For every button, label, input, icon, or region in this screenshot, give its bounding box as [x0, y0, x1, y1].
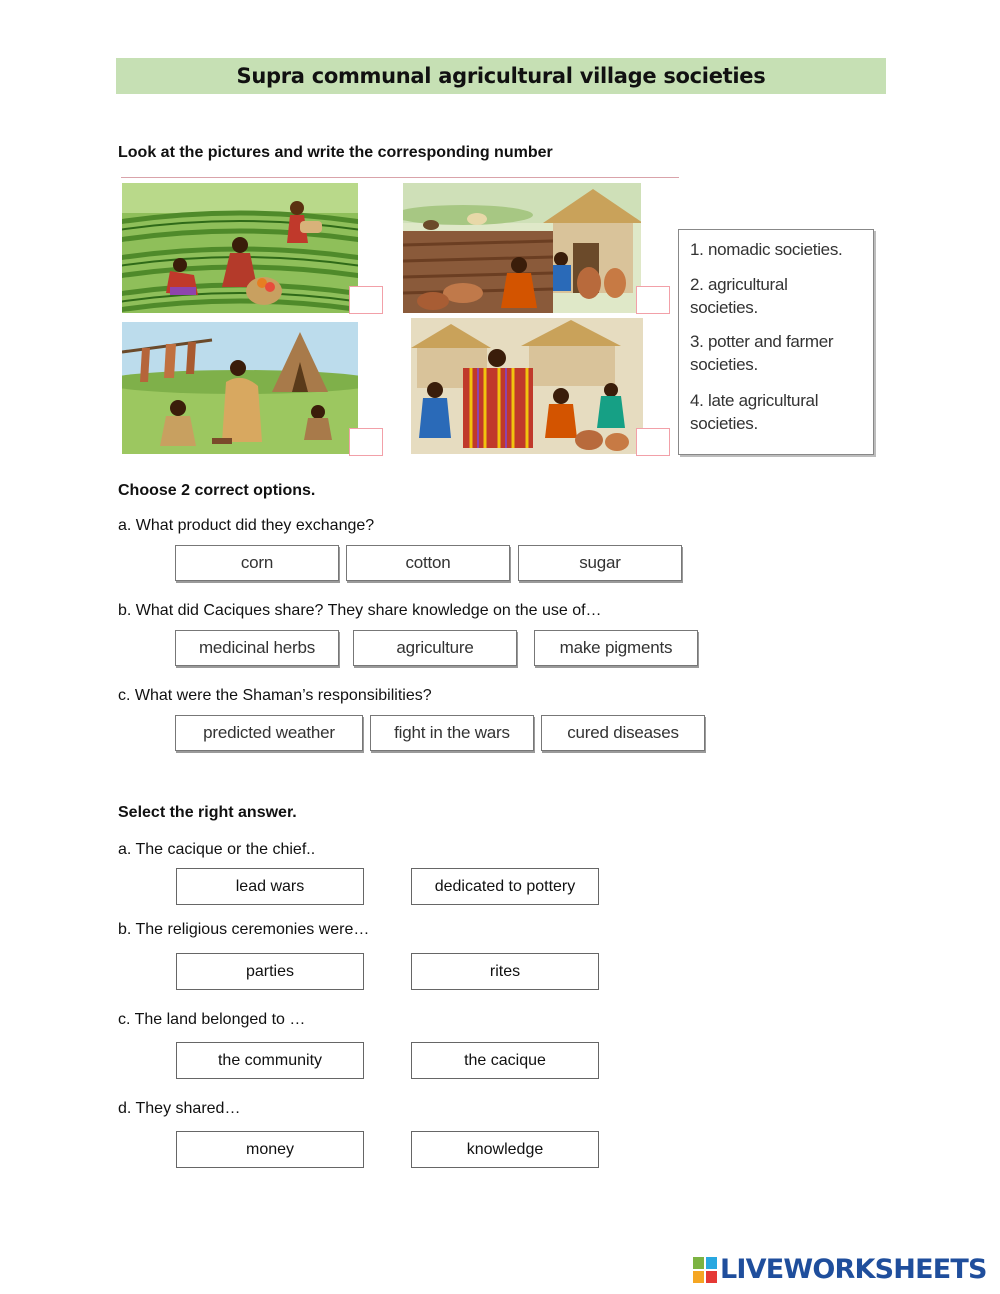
option-lead-wars[interactable]: lead wars	[176, 868, 364, 905]
section3-question-a: a. The cacique or the chief..	[118, 841, 316, 858]
worksheet-title-bar	[116, 58, 886, 94]
liveworksheets-logo	[693, 1254, 987, 1285]
option-the-community[interactable]: the community	[176, 1042, 364, 1079]
section2-question-b: b. What did Caciques share? They share knowledge on the use of…	[118, 602, 602, 619]
option-agriculture[interactable]: agriculture	[353, 630, 517, 666]
section3-question-b: b. The religious ceremonies were…	[118, 921, 370, 938]
legend-item-4: 4. late agricultural societies.	[690, 391, 819, 433]
answer-box-1[interactable]	[349, 286, 383, 314]
option-rites[interactable]: rites	[411, 953, 599, 990]
option-sugar[interactable]: sugar	[518, 545, 682, 581]
liveworksheets-logo-text: LIVEWORKSHEETS	[720, 1254, 987, 1285]
societies-legend-box	[678, 229, 874, 455]
potter-village-picture	[403, 183, 641, 313]
answer-box-4[interactable]	[636, 428, 670, 456]
option-parties[interactable]: parties	[176, 953, 364, 990]
option-dedicated-to-pottery[interactable]: dedicated to pottery	[411, 868, 599, 905]
option-cotton[interactable]: cotton	[346, 545, 510, 581]
option-knowledge[interactable]: knowledge	[411, 1131, 599, 1168]
option-medicinal-herbs[interactable]: medicinal herbs	[175, 630, 339, 666]
answer-box-2[interactable]	[636, 286, 670, 314]
nomadic-camp-picture	[122, 322, 358, 454]
option-fight-in-the-wars[interactable]: fight in the wars	[370, 715, 534, 751]
option-make-pigments[interactable]: make pigments	[534, 630, 698, 666]
section2-instruction: Choose 2 correct options.	[118, 482, 316, 499]
section3-question-d: d. They shared…	[118, 1100, 241, 1117]
option-corn[interactable]: corn	[175, 545, 339, 581]
crop-field-farmers-picture	[122, 183, 358, 313]
section3-instruction: Select the right answer.	[118, 804, 297, 821]
answer-box-3[interactable]	[349, 428, 383, 456]
market-textiles-picture	[411, 318, 643, 454]
section2-question-a: a. What product did they exchange?	[118, 517, 375, 534]
worksheet-title: Supra communal agricultural village societies	[236, 64, 766, 88]
section1-instruction: Look at the pictures and write the corresponding number	[118, 144, 553, 161]
option-money[interactable]: money	[176, 1131, 364, 1168]
legend-item-1: 1. nomadic societies.	[690, 240, 843, 259]
option-predicted-weather[interactable]: predicted weather	[175, 715, 363, 751]
legend-item-3: 3. potter and farmer societies.	[690, 332, 834, 374]
legend-item-2: 2. agricultural societies.	[690, 275, 788, 317]
liveworksheets-logo-icon	[693, 1257, 717, 1283]
divider-line	[121, 177, 679, 178]
option-cured-diseases[interactable]: cured diseases	[541, 715, 705, 751]
section2-question-c: c. What were the Shaman’s responsibilities?	[118, 687, 432, 704]
option-the-cacique[interactable]: the cacique	[411, 1042, 599, 1079]
section3-question-c: c. The land belonged to …	[118, 1011, 306, 1028]
